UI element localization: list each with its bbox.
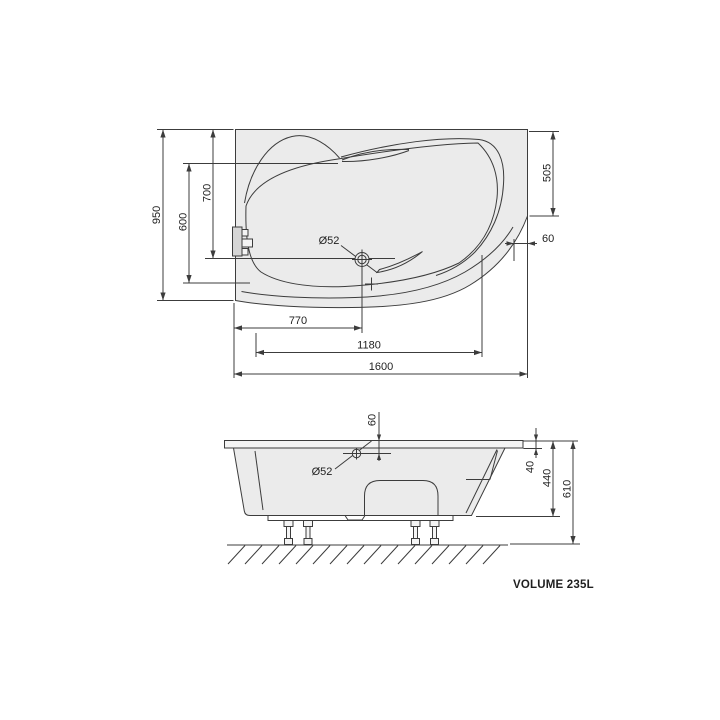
tub-outline bbox=[236, 130, 528, 308]
hatch-strokes bbox=[228, 546, 500, 565]
side-legs bbox=[284, 521, 439, 545]
plan-drain-label: Ø52 bbox=[318, 235, 340, 247]
side-rim bbox=[225, 441, 524, 449]
volume-note: VOLUME 235L bbox=[513, 579, 594, 591]
dim-770-label: 770 bbox=[288, 315, 308, 327]
dim-600-label: 600 bbox=[177, 212, 190, 232]
dim-60-top-label: 60 bbox=[366, 413, 379, 427]
dim-950-label: 950 bbox=[151, 205, 163, 225]
leg bbox=[430, 521, 439, 545]
dim-rim-60-label: 60 bbox=[542, 233, 555, 245]
leg bbox=[284, 521, 293, 545]
dim-440-label: 440 bbox=[541, 468, 554, 488]
faucet-tab-mid bbox=[242, 239, 253, 247]
base-frame bbox=[268, 516, 453, 521]
dim-505-label: 505 bbox=[541, 163, 554, 183]
dim-1600-label: 1600 bbox=[368, 361, 394, 373]
dim-1180-label: 1180 bbox=[357, 339, 381, 352]
leg bbox=[411, 521, 420, 545]
faucet-tab-top bbox=[242, 230, 248, 237]
dim-505 bbox=[529, 132, 559, 217]
dim-950 bbox=[151, 130, 234, 301]
dim-40 bbox=[525, 428, 539, 473]
dim-700-label: 700 bbox=[201, 183, 214, 203]
faucet-tab-bottom bbox=[242, 249, 248, 256]
side-view bbox=[225, 412, 581, 564]
dim-40-label: 40 bbox=[524, 460, 537, 474]
dim-440 bbox=[542, 441, 554, 517]
plan-view bbox=[151, 130, 559, 379]
side-drain-label: Ø52 bbox=[311, 466, 333, 478]
dim-610 bbox=[562, 441, 574, 544]
side-body bbox=[234, 448, 506, 516]
dim-1600 bbox=[234, 361, 528, 374]
leg bbox=[304, 521, 313, 545]
faucet-body bbox=[233, 227, 243, 256]
ground-hatching bbox=[227, 545, 508, 564]
dim-610-label: 610 bbox=[561, 479, 574, 499]
